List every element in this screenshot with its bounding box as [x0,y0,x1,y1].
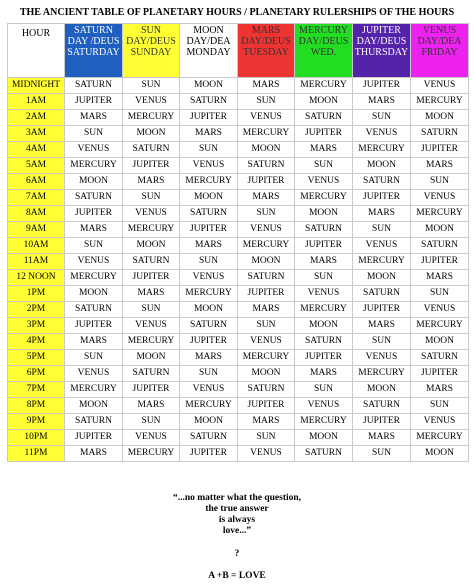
column-header-day-3: MOON DAY/DEA MONDAY [180,24,238,78]
page-title: THE ANCIENT TABLE OF PLANETARY HOURS / PLANETARY RULERSHIPS OF THE HOURS [19,7,455,18]
hour-cell: 3AM [8,126,65,142]
planet-cell: MOON [123,238,180,254]
planet-cell: MERCURY [180,398,238,414]
hour-cell: 9PM [8,414,65,430]
planet-cell: MERCURY [123,334,180,350]
planet-cell: SUN [180,142,238,158]
planet-cell: MOON [411,334,469,350]
planet-cell: MARS [238,190,295,206]
table-row [8,254,469,270]
planet-cell: MOON [238,254,295,270]
planet-cell: MERCURY [123,446,180,462]
table-row [8,190,469,206]
equation-text: A +B = LOVE [208,571,266,581]
planet-cell: MARS [65,334,123,350]
hour-cell: 7PM [8,382,65,398]
planet-cell: JUPITER [353,78,411,94]
planet-cell: JUPITER [65,430,123,446]
planet-cell: VENUS [180,158,238,174]
table-row [8,206,469,222]
planet-cell: SATURN [353,286,411,302]
planet-cell: MOON [295,206,353,222]
hour-cell: 11PM [8,446,65,462]
planet-cell: SUN [123,302,180,318]
planet-cell: MARS [180,126,238,142]
quote-block [0,493,474,537]
table-row [8,158,469,174]
planet-cell: MARS [65,110,123,126]
planet-cell: SUN [353,110,411,126]
table-row [8,78,469,94]
planet-cell: SATURN [353,398,411,414]
planet-cell: MOON [353,270,411,286]
planet-cell: VENUS [353,350,411,366]
planet-cell: MARS [353,206,411,222]
planet-cell: MARS [411,158,469,174]
hour-cell: 2PM [8,302,65,318]
planet-cell: SUN [238,206,295,222]
planet-cell: VENUS [238,222,295,238]
planet-cell: SATURN [238,158,295,174]
planet-cell: SATURN [238,382,295,398]
planet-cell: SATURN [65,190,123,206]
hour-cell: 8AM [8,206,65,222]
planet-cell: JUPITER [353,414,411,430]
planet-cell: MOON [180,302,238,318]
planet-cell: VENUS [411,302,469,318]
planet-cell: SUN [353,334,411,350]
planet-cell: JUPITER [123,270,180,286]
hour-cell: 1PM [8,286,65,302]
planet-cell: MOON [411,222,469,238]
planet-cell: MERCURY [123,110,180,126]
planet-cell: VENUS [353,126,411,142]
table-row [8,270,469,286]
column-header-day-7: VENUS DAY/DEA FRIDAY [411,24,469,78]
planet-cell: VENUS [353,238,411,254]
planet-cell: MERCURY [353,142,411,158]
table-row [8,414,469,430]
planet-cell: MARS [238,414,295,430]
planet-cell: MOON [65,174,123,190]
hour-cell: 4AM [8,142,65,158]
planet-cell: SATURN [353,174,411,190]
planet-cell: MERCURY [123,222,180,238]
planet-cell: VENUS [123,430,180,446]
planet-cell: MARS [123,174,180,190]
planet-cell: VENUS [411,414,469,430]
planet-cell: MERCURY [238,350,295,366]
planet-cell: SATURN [123,366,180,382]
planet-cell: SATURN [180,430,238,446]
planet-cell: SUN [123,78,180,94]
hour-cell: 12 NOON [8,270,65,286]
table-row [8,174,469,190]
planet-cell: MARS [123,398,180,414]
planet-cell: MOON [180,414,238,430]
planet-cell: VENUS [65,142,123,158]
planet-cell: MARS [295,254,353,270]
planet-cell: SUN [65,126,123,142]
planet-cell: VENUS [65,254,123,270]
planet-cell: VENUS [180,270,238,286]
planet-cell: JUPITER [180,110,238,126]
planet-cell: VENUS [238,334,295,350]
planet-cell: VENUS [411,78,469,94]
planet-cell: MARS [180,238,238,254]
planet-cell: MARS [411,382,469,398]
planet-cell: SUN [353,222,411,238]
planet-cell: JUPITER [65,318,123,334]
hour-cell: 10PM [8,430,65,446]
planet-cell: JUPITER [353,302,411,318]
table-row [8,366,469,382]
planet-cell: SUN [180,366,238,382]
planet-cell: MARS [353,318,411,334]
planet-cell: MERCURY [180,174,238,190]
planet-cell: MOON [295,94,353,110]
planet-cell: JUPITER [65,206,123,222]
planet-cell: MERCURY [65,270,123,286]
table-row [8,94,469,110]
planet-cell: MERCURY [295,78,353,94]
planet-cell: MOON [65,286,123,302]
table-row [8,350,469,366]
planet-cell: SUN [295,270,353,286]
table-row [8,126,469,142]
planet-cell: MERCURY [411,430,469,446]
table-row [8,302,469,318]
planet-cell: MERCURY [353,366,411,382]
question-mark: ? [234,549,240,559]
planet-cell: SUN [295,382,353,398]
hour-cell: 10AM [8,238,65,254]
planet-cell: MERCURY [295,302,353,318]
table-row [8,334,469,350]
hour-cell: 8PM [8,398,65,414]
planet-cell: VENUS [123,318,180,334]
planet-cell: MERCURY [180,286,238,302]
planet-cell: MARS [411,270,469,286]
planet-cell: VENUS [123,94,180,110]
planet-cell: JUPITER [411,142,469,158]
planet-cell: SATURN [65,78,123,94]
planet-cell: MARS [123,286,180,302]
planet-cell: MOON [180,78,238,94]
planet-cell: SUN [411,174,469,190]
planet-cell: SUN [411,398,469,414]
quote-line: the true answer [205,504,269,514]
column-header-day-2: SUN DAY/DEUS SUNDAY [123,24,180,78]
planet-cell: VENUS [123,206,180,222]
table-row [8,142,469,158]
planet-cell: JUPITER [411,366,469,382]
table-row [8,446,469,462]
hour-cell: 3PM [8,318,65,334]
hour-cell: 9AM [8,222,65,238]
planet-cell: SATURN [295,222,353,238]
planet-cell: MERCURY [238,238,295,254]
planet-cell: SATURN [65,302,123,318]
planet-cell: MERCURY [65,382,123,398]
column-header-day-5: MERCURY DAY/DEUS WED. [295,24,353,78]
planet-cell: VENUS [295,398,353,414]
planet-cell: VENUS [238,110,295,126]
planet-cell: JUPITER [238,174,295,190]
planet-cell: JUPITER [295,238,353,254]
planet-cell: MARS [353,430,411,446]
planet-cell: MOON [123,350,180,366]
planet-cell: JUPITER [295,350,353,366]
quote-line: “...no matter what the question, [172,493,302,503]
hour-cell: MIDNIGHT [8,78,65,94]
planet-cell: MOON [180,190,238,206]
planet-cell: MERCURY [411,206,469,222]
planet-cell: JUPITER [180,446,238,462]
planet-cell: MOON [295,318,353,334]
planet-cell: SATURN [65,414,123,430]
planet-cell: VENUS [295,286,353,302]
planet-cell: MOON [238,142,295,158]
planet-cell: MOON [353,382,411,398]
planet-cell: MERCURY [411,318,469,334]
hour-cell: 5PM [8,350,65,366]
planet-cell: MERCURY [353,254,411,270]
planet-cell: SATURN [411,126,469,142]
planet-cell: SUN [123,190,180,206]
planet-cell: MERCURY [295,414,353,430]
planet-cell: JUPITER [123,158,180,174]
planet-cell: VENUS [411,190,469,206]
hour-cell: 6PM [8,366,65,382]
table-row [8,398,469,414]
planet-cell: MOON [123,126,180,142]
planet-cell: MARS [238,78,295,94]
planet-cell: SATURN [180,206,238,222]
planet-cell: MOON [411,110,469,126]
hour-cell: 2AM [8,110,65,126]
planetary-hours-table [7,23,469,462]
planet-cell: MOON [65,398,123,414]
table-body [8,78,469,462]
planet-cell: MERCURY [411,94,469,110]
table-row [8,318,469,334]
table-row [8,238,469,254]
planet-cell: JUPITER [123,382,180,398]
column-header-day-4: MARS DAY/DEUS TUESDAY [238,24,295,78]
planet-cell: SATURN [238,270,295,286]
planet-cell: MOON [353,158,411,174]
planet-cell: SATURN [295,110,353,126]
planet-cell: SATURN [411,238,469,254]
planet-cell: SUN [238,430,295,446]
planet-cell: JUPITER [180,222,238,238]
planet-cell: VENUS [65,366,123,382]
column-header-hour: HOUR [8,24,65,78]
planet-cell: VENUS [295,174,353,190]
planet-cell: SATURN [295,446,353,462]
planet-cell: VENUS [238,446,295,462]
planet-cell: SUN [65,238,123,254]
hour-cell: 5AM [8,158,65,174]
table-row [8,286,469,302]
planet-cell: VENUS [180,382,238,398]
planet-cell: SATURN [411,350,469,366]
column-header-day-6: JUPITER DAY/DEUS THURSDAY [353,24,411,78]
planet-cell: SUN [353,446,411,462]
planet-cell: SATURN [180,318,238,334]
table-row [8,110,469,126]
planet-cell: JUPITER [180,334,238,350]
planet-cell: SUN [295,158,353,174]
planet-cell: SATURN [123,254,180,270]
table-row [8,222,469,238]
hour-cell: 6AM [8,174,65,190]
planet-cell: SATURN [123,142,180,158]
table-row [8,430,469,446]
planet-cell: MARS [295,142,353,158]
hour-cell: 7AM [8,190,65,206]
planet-cell: JUPITER [238,286,295,302]
planet-cell: SUN [65,350,123,366]
planet-cell: SUN [180,254,238,270]
table-row [8,382,469,398]
planet-cell: MERCURY [65,158,123,174]
planet-cell: MOON [295,430,353,446]
planet-cell: MARS [65,446,123,462]
planet-cell: MERCURY [238,126,295,142]
planet-cell: MARS [295,366,353,382]
planet-cell: JUPITER [295,126,353,142]
planet-cell: MERCURY [295,190,353,206]
planet-cell: MARS [65,222,123,238]
planet-cell: SUN [123,414,180,430]
quote-line: love...” [222,526,252,536]
hour-cell: 4PM [8,334,65,350]
planet-cell: SUN [238,94,295,110]
planet-cell: JUPITER [353,190,411,206]
planet-cell: JUPITER [238,398,295,414]
planet-cell: SATURN [180,94,238,110]
planet-cell: MOON [238,366,295,382]
planet-cell: MARS [238,302,295,318]
column-header-day-1: SATURN DAY /DEUS SATURDAY [65,24,123,78]
planet-cell: SUN [411,286,469,302]
table-header-row [8,24,469,78]
planet-cell: JUPITER [411,254,469,270]
hour-cell: 1AM [8,94,65,110]
planet-cell: MARS [353,94,411,110]
planet-cell: MOON [411,446,469,462]
planet-cell: MARS [180,350,238,366]
hour-cell: 11AM [8,254,65,270]
planet-cell: SATURN [295,334,353,350]
planet-cell: JUPITER [65,94,123,110]
quote-line: is always [218,515,256,525]
planet-cell: SUN [238,318,295,334]
